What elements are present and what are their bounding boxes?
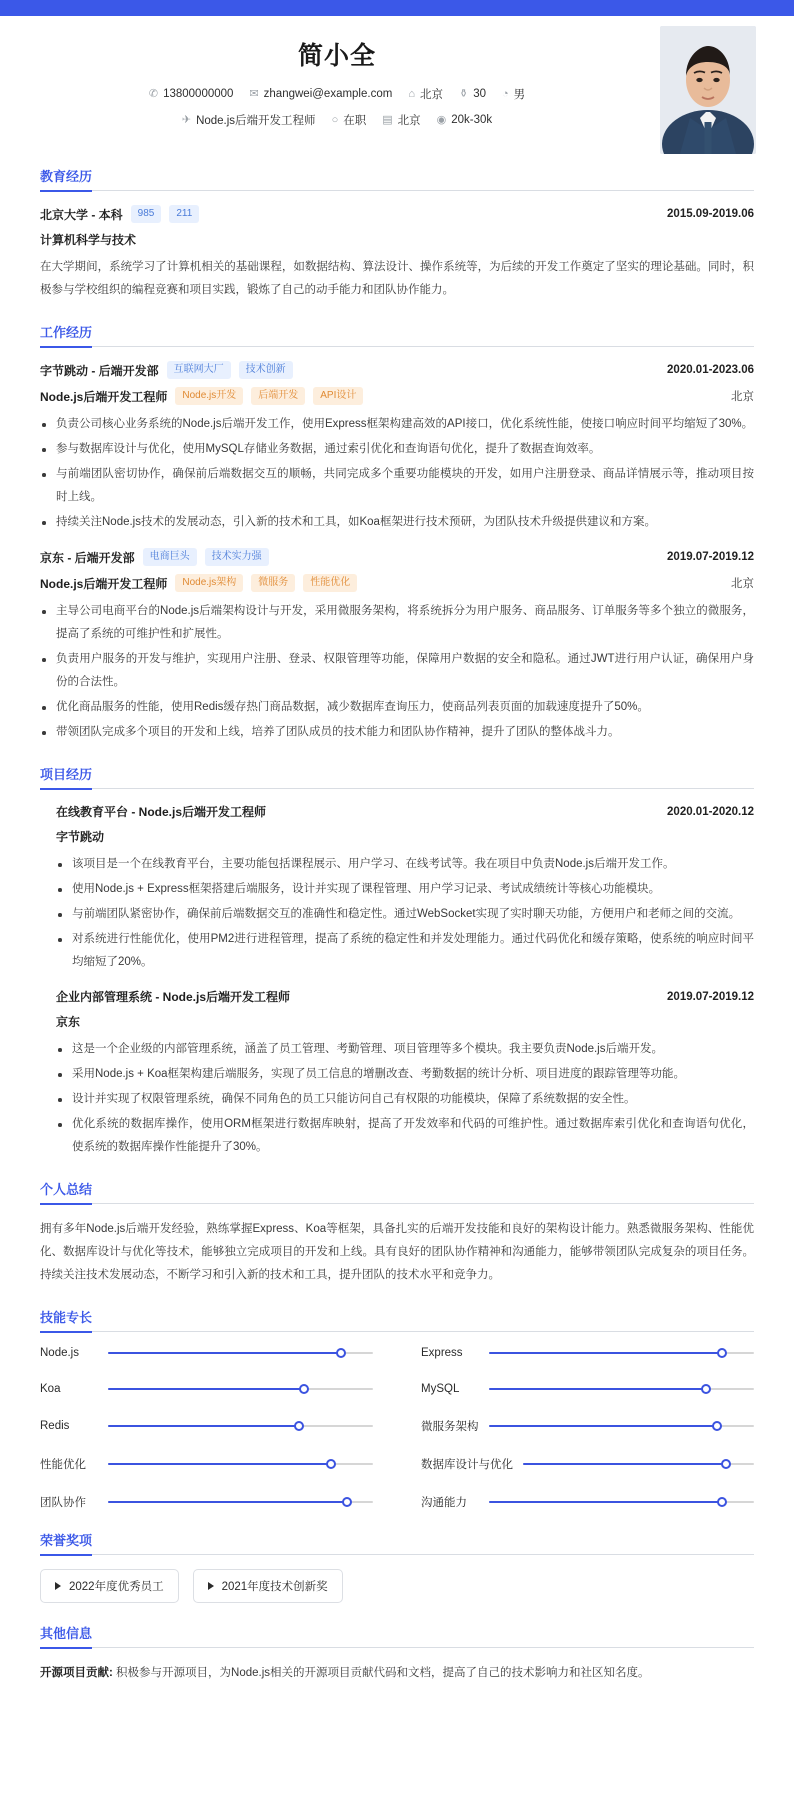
- projects-body: [40, 803, 754, 1159]
- project-header-line: [56, 803, 754, 820]
- bullet-item: 与前端团队紧密协作，确保前后端数据交互的准确性和稳定性。通过WebSocket实现了实时聊天功能，方便用户和老师之间的交流。: [56, 903, 754, 926]
- slider-fill: [489, 1352, 722, 1354]
- skill-label: 团队协作: [40, 1497, 86, 1509]
- skill-label: 沟通能力: [421, 1497, 467, 1509]
- education-body: [40, 205, 754, 302]
- entry-left: [40, 574, 357, 592]
- slider-fill: [523, 1463, 726, 1465]
- contact-item-text: zhangwei@example.com: [263, 88, 393, 100]
- tag-blue: 电商巨头: [143, 548, 197, 566]
- skill-label: MySQL: [421, 1383, 460, 1395]
- bullet-item: 优化系统的数据库操作，使用ORM框架进行数据库映射，提高了开发效率和代码的可维护性。通过数据库索引优化和查询语句优化，使系统的数据库操作性能提升了30%。: [56, 1113, 754, 1159]
- section-skills: [0, 1307, 794, 1510]
- entry-left: [40, 548, 269, 566]
- section-divider: [40, 788, 754, 789]
- skill-row: [40, 1418, 373, 1434]
- bullet-list: [56, 853, 754, 974]
- bullet-list: [40, 600, 754, 744]
- city-icon: ▤: [382, 113, 393, 126]
- tag-orange: 微服务: [251, 574, 295, 592]
- tag-blue: 985: [131, 205, 162, 223]
- bullet-item: 负责用户服务的开发与维护，实现用户注册、登录、权限管理等功能，保障用户数据的安全和隐私。通过JWT进行用户认证，确保用户身份的合法性。: [40, 648, 754, 694]
- slider-knob[interactable]: [701, 1384, 711, 1394]
- bullet-item: 使用Node.js + Express框架搭建后端服务，设计并实现了课程管理、用户学习记录、考试成绩统计等核心功能模块。: [56, 878, 754, 901]
- tag-blue: 211: [169, 205, 199, 223]
- slider-fill: [489, 1501, 722, 1503]
- section-divider: [40, 346, 754, 347]
- work-entry: [40, 361, 754, 534]
- bullet-item: 与前端团队密切协作，确保前后端数据交互的顺畅，共同完成多个重要功能模块的开发，如用户注册登录、商品详情展示等，推动项目按时上线。: [40, 463, 754, 509]
- summary-text: 拥有多年Node.js后端开发经验，熟练掌握Express、Koa等框架，具备扎实的后端开发技能和良好的架构设计能力。熟悉微服务架构、性能优化、数据库设计与优化等技术，能够独立完成项目的开发和上线。具有良好的团队协作精神和沟通能力，能够带领团队完成复杂的项目任务。持续关注技术发展动态，不断学习和引入新的技术和工具，提升团队的技术水平和竞争力。: [40, 1223, 754, 1281]
- skill-slider[interactable]: [523, 1457, 754, 1471]
- skill-row: [40, 1346, 373, 1360]
- company-line: [40, 361, 754, 379]
- skill-row: [40, 1456, 373, 1472]
- project-header-line: [56, 988, 754, 1005]
- slider-knob[interactable]: [712, 1421, 722, 1431]
- work-body: [40, 361, 754, 744]
- bullet-item: 负责公司核心业务系统的Node.js后端开发工作，使用Express框架构建高效的API接口，优化系统性能，使接口响应时间平均缩短了30%。: [40, 413, 754, 436]
- entry-left: [40, 361, 293, 379]
- slider-knob[interactable]: [721, 1459, 731, 1469]
- user-age-icon: ⚱: [458, 87, 469, 100]
- skill-row: [421, 1494, 754, 1510]
- gender-icon: ◔: [501, 87, 509, 100]
- section-honors: [0, 1530, 794, 1603]
- education-date: 2015.09-2019.06: [667, 208, 754, 220]
- section-work: [0, 322, 794, 744]
- tag-blue: 互联网大厂: [167, 361, 231, 379]
- section-divider: [40, 190, 754, 191]
- bullet-item: 持续关注Node.js技术的发展动态，引入新的技术和工具，如Koa框架进行技术预研，为团队技术升级提供建议和方案。: [40, 511, 754, 534]
- section-title-work: 工作经历: [40, 322, 92, 348]
- slider-knob[interactable]: [342, 1497, 352, 1507]
- section-projects: [0, 764, 794, 1159]
- top-brand-bar: [0, 0, 794, 16]
- section-summary: [0, 1179, 794, 1287]
- project-org: 京东: [56, 1015, 81, 1029]
- skill-label: 微服务架构: [421, 1421, 479, 1433]
- company-name: 字节跳动 - 后端开发部: [40, 363, 159, 378]
- skill-row: [421, 1456, 754, 1472]
- job-meta-item-text: Node.js后端开发工程师: [196, 115, 316, 127]
- bullet-item: 这是一个企业级的内部管理系统，涵盖了员工管理、考勤管理、项目管理等多个模块。我主要负责Node.js后端开发。: [56, 1038, 754, 1061]
- skill-slider[interactable]: [489, 1495, 754, 1509]
- entry-left: [56, 988, 290, 1005]
- slider-fill: [489, 1425, 717, 1427]
- role-line: [40, 574, 754, 592]
- other-body: [40, 1662, 754, 1685]
- skill-slider[interactable]: [108, 1419, 373, 1433]
- skill-slider[interactable]: [489, 1346, 754, 1360]
- bullet-list: [40, 413, 754, 534]
- work-date: 2020.01-2023.06: [667, 364, 754, 376]
- home-icon: ⌂: [408, 87, 415, 100]
- portrait-photo: [660, 26, 756, 154]
- section-divider: [40, 1647, 754, 1648]
- tag-orange: Node.js开发: [175, 387, 243, 405]
- job-meta-item-text: 在职: [343, 115, 367, 127]
- skill-row: [421, 1418, 754, 1434]
- section-other: [0, 1623, 794, 1685]
- salary-icon: ◉: [436, 113, 447, 126]
- major-name: 计算机科学与技术: [40, 233, 137, 247]
- tag-orange: 性能优化: [303, 574, 357, 592]
- bullet-item: 采用Node.js + Koa框架构建后端服务，实现了员工信息的增删改查、考勤数据的统计分析、项目进度的跟踪管理等功能。: [56, 1063, 754, 1086]
- candidate-name: 简小全: [297, 42, 376, 70]
- bullet-item: 该项目是一个在线教育平台，主要功能包括课程展示、用户学习、在线考试等。我在项目中负责Node.js后端开发工作。: [56, 853, 754, 876]
- email-icon: ✉: [249, 87, 259, 100]
- bullet-item: 设计并实现了权限管理系统，确保不同角色的员工只能访问自己有权限的功能模块，保障了系统数据的安全性。: [56, 1088, 754, 1111]
- job-meta-item-text: 20k-30k: [451, 114, 493, 126]
- skill-slider[interactable]: [108, 1495, 373, 1509]
- section-title-projects: 项目经历: [40, 764, 92, 790]
- skill-row: [40, 1382, 373, 1396]
- project-date: 2020.01-2020.12: [667, 805, 754, 818]
- job-title: Node.js后端开发工程师: [40, 576, 168, 591]
- work-entry: [40, 548, 754, 744]
- play-caret-icon: [55, 1582, 61, 1590]
- phone-icon: ✆: [148, 87, 159, 100]
- contact-item-text: 北京: [419, 89, 443, 101]
- skill-label: Express: [421, 1347, 463, 1359]
- project-entry: [40, 803, 754, 974]
- honor-label: 2021年度技术创新奖: [221, 1581, 328, 1593]
- bullet-item: 带领团队完成多个项目的开发和上线，培养了团队成员的技术能力和团队协作精神，提升了团队的整体战斗力。: [40, 721, 754, 744]
- bullet-item: 主导公司电商平台的Node.js后端架构设计与开发，采用微服务架构，将系统拆分为用户服务、商品服务、订单服务等多个独立的微服务，提高了系统的可维护性和扩展性。: [40, 600, 754, 646]
- section-title-skills: 技能专长: [40, 1307, 92, 1333]
- contact-item: [249, 88, 392, 100]
- slider-knob[interactable]: [717, 1497, 727, 1507]
- tag-orange: API设计: [313, 387, 363, 405]
- slider-knob[interactable]: [299, 1384, 309, 1394]
- slider-fill: [108, 1463, 331, 1465]
- resume-header: [0, 16, 794, 146]
- skill-row: [421, 1382, 754, 1396]
- work-location: 北京: [731, 391, 754, 403]
- project-entry: [40, 988, 754, 1159]
- tag-blue: 技术实力强: [205, 548, 269, 566]
- contact-item: [149, 88, 234, 100]
- honors-list: [40, 1569, 754, 1603]
- skill-label: Node.js: [40, 1347, 79, 1359]
- slider-fill: [108, 1352, 341, 1354]
- slider-fill: [489, 1388, 706, 1390]
- contact-item-text: 男: [513, 89, 526, 101]
- entry-left: [40, 205, 199, 223]
- honor-label: 2022年度优秀员工: [69, 1581, 164, 1593]
- slider-knob[interactable]: [294, 1421, 304, 1431]
- avatar: [660, 26, 756, 154]
- honor-chip[interactable]: [193, 1569, 343, 1603]
- job-meta-item: [437, 114, 493, 126]
- job-title: Node.js后端开发工程师: [40, 389, 168, 404]
- entry-header-line: [40, 205, 754, 223]
- other-info-item: [40, 1662, 754, 1685]
- contact-item: [408, 86, 443, 102]
- target-icon: ✈: [181, 113, 192, 126]
- skill-label: 性能优化: [40, 1459, 86, 1471]
- tag-orange: 后端开发: [251, 387, 305, 405]
- contact-item-text: 30: [473, 88, 486, 100]
- skill-row: [40, 1494, 373, 1510]
- section-education: [0, 166, 794, 302]
- tag-blue: 技术创新: [239, 361, 293, 379]
- tag-orange: Node.js架构: [175, 574, 243, 592]
- job-meta-item-text: 北京: [397, 115, 421, 127]
- other-info-key: 开源项目贡献:: [40, 1667, 113, 1679]
- project-name: 企业内部管理系统 - Node.js后端开发工程师: [56, 990, 291, 1004]
- skill-label: 数据库设计与优化: [421, 1459, 513, 1471]
- project-date: 2019.07-2019.12: [667, 990, 754, 1003]
- company-name: 京东 - 后端开发部: [40, 550, 135, 565]
- other-info-value: 积极参与开源项目，为Node.js相关的开源项目贡献代码和文档，提高了自己的技术影响力和社区知名度。: [112, 1667, 650, 1679]
- company-line: [40, 548, 754, 566]
- section-divider: [40, 1203, 754, 1204]
- job-meta-item: [382, 112, 420, 128]
- school-name: 北京大学 - 本科: [40, 207, 123, 222]
- status-icon: ○: [331, 113, 339, 126]
- bullet-list: [56, 1038, 754, 1159]
- skill-slider[interactable]: [489, 1419, 754, 1433]
- education-entry: [40, 205, 754, 302]
- contact-row: [40, 86, 754, 102]
- section-title-honors: 荣誉奖项: [40, 1530, 92, 1556]
- slider-fill: [108, 1425, 299, 1427]
- job-meta-row: [40, 112, 754, 128]
- section-divider: [40, 1554, 754, 1555]
- work-location: 北京: [731, 578, 754, 590]
- bullet-item: 参与数据库设计与优化，使用MySQL存储业务数据，通过索引优化和查询语句优化，提升了数据查询效率。: [40, 438, 754, 461]
- play-caret-icon: [208, 1582, 214, 1590]
- skill-label: Koa: [40, 1383, 61, 1395]
- section-title-summary: 个人总结: [40, 1179, 92, 1205]
- contact-item: [459, 88, 486, 100]
- entry-left: [40, 387, 363, 405]
- work-date: 2019.07-2019.12: [667, 551, 754, 563]
- education-description: 在大学期间，系统学习了计算机相关的基础课程，如数据结构、算法设计、操作系统等，为后续的开发工作奠定了坚实的理论基础。同时，积极参与学校组织的编程竞赛和项目实践，锻炼了自己的动手能力和团队协作能力。: [40, 261, 754, 296]
- skill-slider[interactable]: [108, 1346, 373, 1360]
- project-name: 在线教育平台 - Node.js后端开发工程师: [56, 805, 267, 819]
- job-meta-item: [332, 112, 367, 128]
- skill-slider[interactable]: [108, 1457, 373, 1471]
- slider-knob[interactable]: [717, 1348, 727, 1358]
- project-org: 字节跳动: [56, 830, 105, 844]
- bottom-spacer: [0, 1685, 794, 1711]
- skill-row: [421, 1346, 754, 1360]
- bullet-item: 对系统进行性能优化，使用PM2进行进程管理，提高了系统的稳定性和并发处理能力。通过代码优化和缓存策略，使系统的响应时间平均缩短了20%。: [56, 928, 754, 974]
- honor-chip[interactable]: [40, 1569, 179, 1603]
- contact-item: [502, 86, 525, 102]
- section-title-education: 教育经历: [40, 166, 92, 192]
- job-meta-item: [182, 112, 316, 128]
- slider-fill: [108, 1388, 304, 1390]
- bullet-item: 优化商品服务的性能，使用Redis缓存热门商品数据，减少数据库查询压力，使商品列表页面的加载速度提升了50%。: [40, 696, 754, 719]
- contact-item-text: 13800000000: [163, 88, 234, 100]
- slider-knob[interactable]: [326, 1459, 336, 1469]
- section-divider: [40, 1331, 754, 1332]
- skill-slider[interactable]: [108, 1382, 373, 1396]
- slider-knob[interactable]: [336, 1348, 346, 1358]
- section-title-other: 其他信息: [40, 1623, 92, 1649]
- role-line: [40, 387, 754, 405]
- entry-left: [56, 803, 266, 820]
- skills-grid: [40, 1346, 754, 1510]
- slider-fill: [108, 1501, 347, 1503]
- skill-label: Redis: [40, 1420, 70, 1432]
- skill-slider[interactable]: [489, 1382, 754, 1396]
